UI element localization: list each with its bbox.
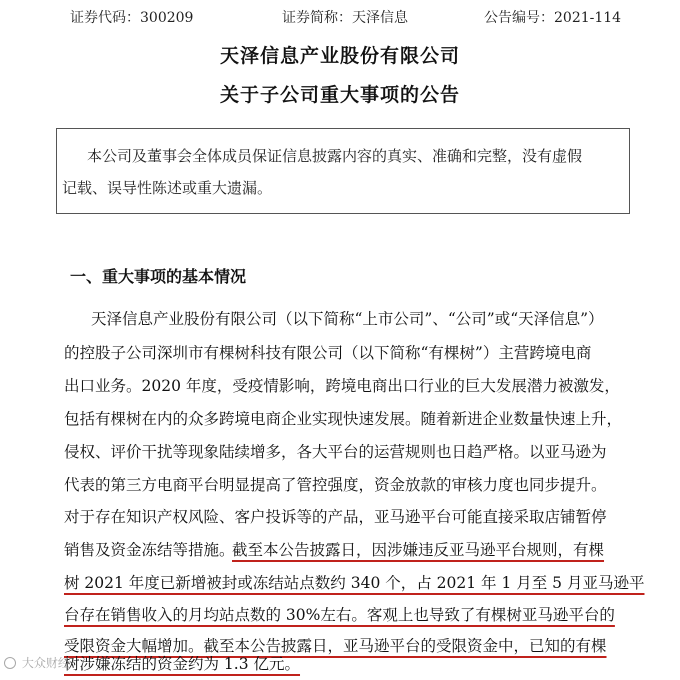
body-line-text: 销售及资金冻结等措施。: [64, 541, 235, 559]
body-line: [0, 307, 680, 333]
announcement-title: 关于子公司重大事项的公告: [219, 84, 460, 106]
body-line: [0, 374, 680, 400]
body-line-text: 代表的第三方电商平台明显提高了管控强度，资金放款的审核力度也同步提升。: [64, 476, 607, 494]
source-watermark: [4, 654, 70, 671]
disclaimer-box: [56, 128, 630, 214]
section-heading: 一、重大事项的基本情况: [70, 267, 247, 286]
body-line-text: 天泽信息产业股份有限公司（以下简称“上市公司”、“公司”或“天泽信息”）: [91, 310, 604, 328]
body-line: [0, 407, 680, 433]
body-line-text: 的控股子公司深圳市有棵树科技有限公司（以下简称“有棵树”）主营跨境电商: [64, 344, 592, 362]
highlighted-text: 受限资金大幅增加。截至本公告披露日，亚马逊平台的受限资金中，已知的有棵: [64, 637, 607, 655]
company-title: 天泽信息产业股份有限公司: [219, 45, 460, 67]
highlighted-text: 树 2021 年度已新增被封或冻结站点数约 340 个，占 2021 年 1 月至 5 月亚马逊平: [64, 574, 645, 592]
body-line-text: 出口业务。2020 年度，受疫情影响，跨境电商出口行业的巨大发展潜力被激发，: [64, 377, 620, 395]
body-line: [0, 571, 680, 597]
body-line-text: 对于存在知识产权风险、客户投诉等的产品，亚马逊平台可能直接采取店铺暂停: [64, 508, 607, 526]
body-line: [0, 652, 680, 678]
body-line: [0, 473, 680, 499]
body-line: [0, 538, 680, 564]
watermark-logo-icon: [4, 657, 16, 669]
stock-code: 证券代码：300209: [70, 10, 194, 26]
stock-abbreviation: 证券简称：天泽信息: [282, 10, 408, 26]
body-line: [0, 440, 680, 466]
highlighted-text: 树涉嫌冻结的资金约为 1.3 亿元。: [64, 655, 301, 673]
disclaimer-line-1: 本公司及董事会全体成员保证信息披露内容的真实、准确和完整，没有虚假: [87, 147, 583, 165]
body-line-text: 包括有棵树在内的众多跨境电商企业实现快速发展。随着新进企业数量快速上升，: [64, 410, 623, 428]
announcement-header: [0, 7, 680, 29]
notice-number: 公告编号：2021-114: [484, 10, 622, 26]
body-line: [0, 341, 680, 367]
body-line: [0, 505, 680, 531]
body-line: [0, 603, 680, 629]
disclaimer-line-2: 记载、误导性陈述或重大遗漏。: [62, 179, 273, 197]
highlighted-text: 台存在销售收入的月均站点数的 30%左右。客观上也导致了有棵树亚马逊平台的: [64, 606, 615, 624]
highlighted-text: 截至本公告披露日，因涉嫌违反亚马逊平台规则，有棵: [232, 541, 605, 559]
watermark-text: 大众财经: [21, 656, 70, 670]
body-line-text: 侵权、评价干扰等现象陆续增多，各大平台的运营规则也日趋严格。以亚马逊为: [64, 443, 607, 461]
